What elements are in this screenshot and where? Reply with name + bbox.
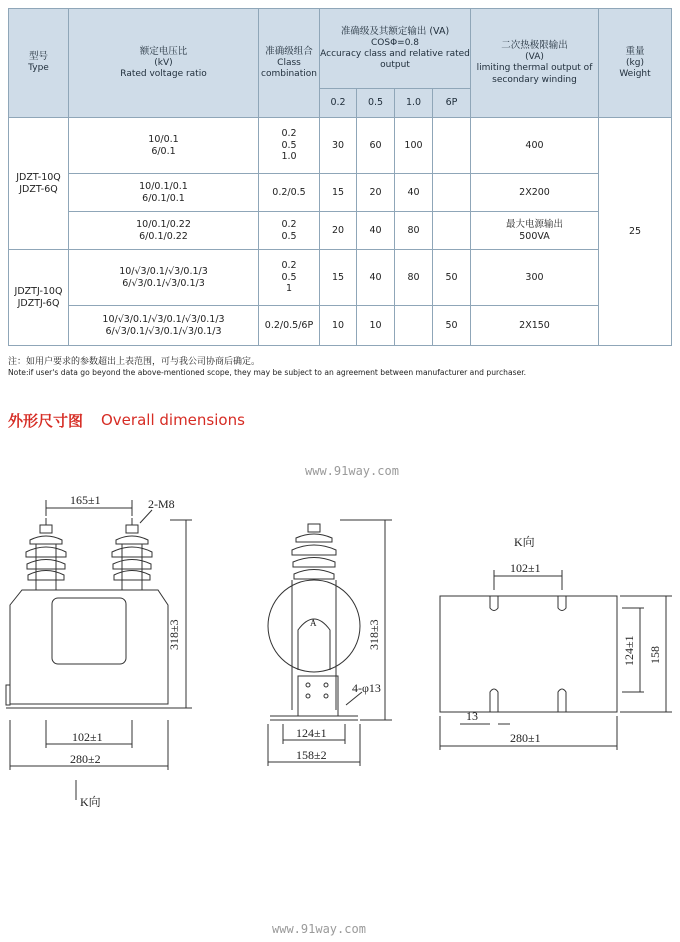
dim-front-top: 165±1 — [70, 493, 101, 507]
output-cell: 15 — [320, 250, 357, 306]
output-cell: 40 — [395, 174, 433, 212]
note-cn: 注：如用户要求的参数超出上表范围，可与我公司协商后确定。 — [8, 357, 261, 367]
ratio-cell: 10/0.1/0.22 6/0.1/0.22 — [69, 212, 259, 250]
thermal-cell: 400 — [471, 118, 599, 174]
dim-bottom-slot-spacing: 102±1 — [510, 561, 541, 575]
dim-bottom-inner: 124±1 — [622, 635, 636, 666]
dim-front-thread: 2-M8 — [148, 497, 175, 511]
header-voltage: 额定电压比 (kV) Rated voltage ratio — [69, 9, 259, 118]
dim-front-height: 318±3 — [167, 619, 181, 650]
header-class-6p: 6P — [433, 89, 471, 118]
header-class-05: 0.5 — [357, 89, 395, 118]
header-weight: 重量 (kg) Weight — [599, 9, 672, 118]
dim-side-height: 318±3 — [367, 619, 381, 650]
spec-table — [8, 8, 672, 346]
type-cell: JDZT-10Q JDZT-6Q — [9, 118, 69, 250]
class-cell: 0.2 0.5 — [259, 212, 320, 250]
label-front-view: K向 — [80, 795, 101, 809]
output-cell: 60 — [357, 118, 395, 174]
table-row — [9, 212, 672, 250]
dim-bottom-width: 280±1 — [510, 731, 541, 745]
dim-bottom-depth: 158 — [648, 646, 662, 664]
output-cell: 30 — [320, 118, 357, 174]
section-title-en: Overall dimensions — [101, 411, 245, 429]
label-bottom-view: K向 — [514, 535, 535, 549]
watermark-bottom: www.91way.com — [272, 922, 366, 936]
ratio-cell: 10/0.1/0.1 6/0.1/0.1 — [69, 174, 259, 212]
header-class-10: 1.0 — [395, 89, 433, 118]
header-class-02: 0.2 — [320, 89, 357, 118]
dim-side-base-inner: 124±1 — [296, 726, 327, 740]
header-type: 型号 Type — [9, 9, 69, 118]
dim-side-base-width: 158±2 — [296, 748, 327, 762]
ratio-cell: 10/0.1 6/0.1 — [69, 118, 259, 174]
type-cell: JDZTJ-10Q JDZTJ-6Q — [9, 250, 69, 346]
output-cell — [433, 212, 471, 250]
output-cell: 20 — [357, 174, 395, 212]
class-cell: 0.2/0.5/6P — [259, 306, 320, 346]
output-cell: 80 — [395, 250, 433, 306]
dim-front-base-inner: 102±1 — [72, 730, 103, 744]
header-output: 准确级及其额定输出 (VA) COSΦ=0.8 Accuracy class and relative rated output — [320, 9, 471, 89]
dim-side-holes: 4-φ13 — [352, 681, 381, 695]
output-cell — [433, 174, 471, 212]
label-side-a: A — [310, 618, 317, 628]
output-cell: 80 — [395, 212, 433, 250]
output-cell: 40 — [357, 250, 395, 306]
table-row — [9, 306, 672, 346]
output-cell — [433, 118, 471, 174]
output-cell: 15 — [320, 174, 357, 212]
table-row — [9, 250, 672, 306]
class-cell: 0.2/0.5 — [259, 174, 320, 212]
note-en: Note:if user's data go beyond the above-mentioned scope, they may be subject to an agreement between manufacturer and purchaser. — [8, 368, 527, 377]
output-cell: 50 — [433, 250, 471, 306]
dim-front-base-width: 280±2 — [70, 752, 101, 766]
table-row — [9, 174, 672, 212]
section-title-cn: 外形尺寸图 — [8, 412, 84, 430]
output-cell: 100 — [395, 118, 433, 174]
weight-cell: 25 — [599, 118, 672, 346]
output-cell: 10 — [320, 306, 357, 346]
output-cell: 10 — [357, 306, 395, 346]
thermal-cell: 2X200 — [471, 174, 599, 212]
thermal-cell: 300 — [471, 250, 599, 306]
output-cell: 40 — [357, 212, 395, 250]
ratio-cell: 10/√3/0.1/√3/0.1/3 6/√3/0.1/√3/0.1/3 — [69, 250, 259, 306]
output-cell: 50 — [433, 306, 471, 346]
dimension-drawings — [0, 480, 680, 920]
thermal-cell: 最大电源输出 500VA — [471, 212, 599, 250]
dim-bottom-slot: 13 — [466, 709, 478, 723]
output-cell: 20 — [320, 212, 357, 250]
ratio-cell: 10/√3/0.1/√3/0.1/√3/0.1/3 6/√3/0.1/√3/0.1/√3/0.1/3 — [69, 306, 259, 346]
class-cell: 0.2 0.5 1.0 — [259, 118, 320, 174]
bottom-view — [440, 570, 672, 750]
output-cell — [395, 306, 433, 346]
header-class: 准确级组合 Class combination — [259, 9, 320, 118]
thermal-cell: 2X150 — [471, 306, 599, 346]
table-row — [9, 118, 672, 174]
class-cell: 0.2 0.5 1 — [259, 250, 320, 306]
header-thermal: 二次热极限输出 (VA) limiting thermal output of secondary winding — [471, 9, 599, 118]
watermark-top: www.91way.com — [305, 464, 399, 478]
